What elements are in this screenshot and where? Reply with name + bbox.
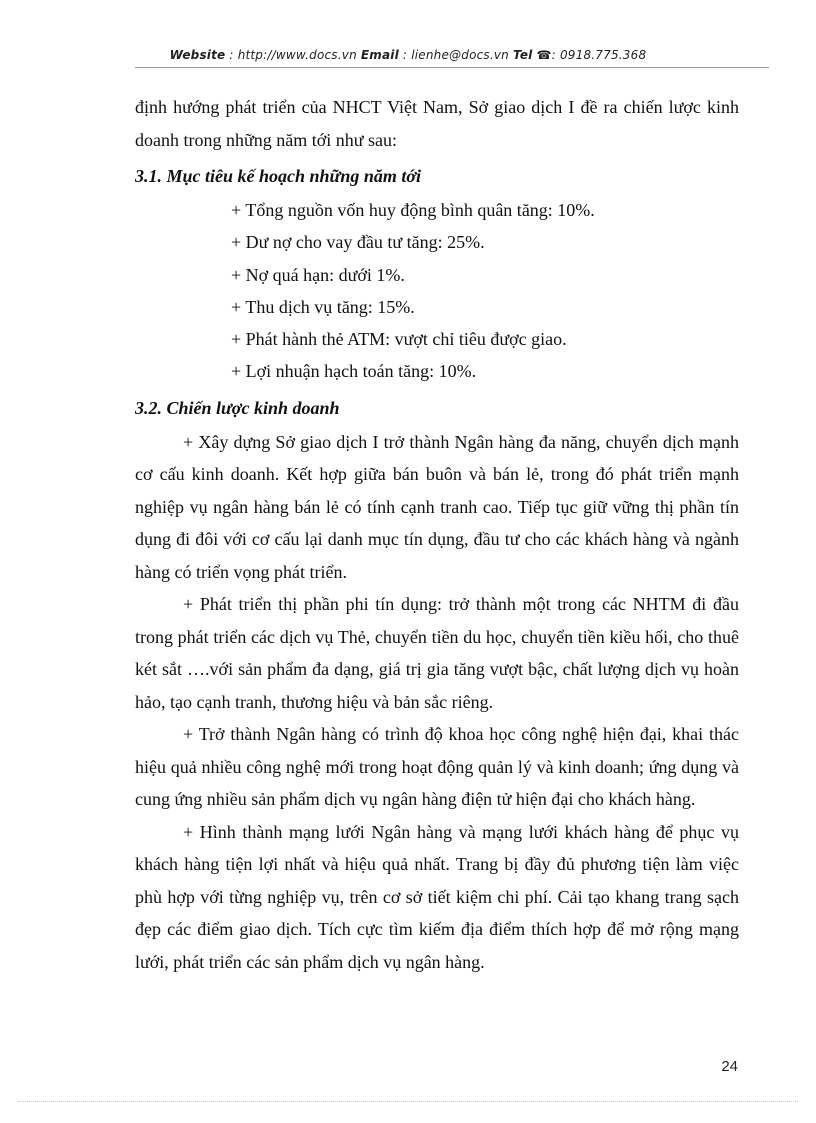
- website-label: Website: [169, 48, 226, 62]
- tel-label: Tel: [513, 48, 533, 62]
- strategy-paragraph: + Hình thành mạng lưới Ngân hàng và mạng lưới khách hàng để phục vụ khách hàng tiện lợi nhất và hiệu quả nhất. Trang bị đầy đủ phương tiện làm việc phù hợp với từng nghiệp vụ, trên cơ sở tiết kiệm chi phí. Cải tạo khang trang sạch đẹp các điểm giao dịch. Tích cực tìm kiếm địa điểm thích hợp để mở rộng mạng lưới, phát triển các sản phẩm dịch vụ ngân hàng.: [135, 821, 739, 972]
- list-item: + Lợi nhuận hạch toán tăng: 10%.: [231, 361, 477, 382]
- strategy-paragraph: + Phát triển thị phần phi tín dụng: trở thành một trong các NHTM đi đầu trong phát triển các dịch vụ Thẻ, chuyển tiền du học, chuyển tiền kiều hối, cho thuê két sắt ….với sản phẩm đa dạng, giá trị gia tăng vượt bậc, chất lượng dịch vụ hoàn hảo, tạo cạnh tranh, thương hiệu và bản sắc riêng.: [135, 594, 739, 712]
- document-body: [135, 91, 739, 978]
- email-label: Email: [360, 48, 399, 62]
- list-item: + Phát hành thẻ ATM: vượt chỉ tiêu được giao.: [231, 329, 567, 350]
- email-value[interactable]: lienhe@docs.vn: [411, 48, 509, 62]
- intro-paragraph: định hướng phát triển của NHCT Việt Nam, Sở giao dịch I đề ra chiến lược kinh doanh trong những năm tới như sau:: [135, 97, 739, 150]
- strategy-paragraph: + Xây dựng Sở giao dịch I trở thành Ngân hàng đa năng, chuyển dịch mạnh cơ cấu kinh doanh. Kết hợp giữa bán buôn và bán lẻ, trong đó phát triển mạnh nghiệp vụ ngân hàng bán lẻ có tính cạnh tranh cao. Tiếp tục giữ vững thị phần tín dụng đi đôi với cơ cấu lại danh mục tín dụng, đầu tư cho các khách hàng và ngành hàng có triển vọng phát triển.: [135, 431, 739, 582]
- strategy-paragraph: + Trở thành Ngân hàng có trình độ khoa học công nghệ hiện đại, khai thác hiệu quả nhiều công nghệ mới trong hoạt động quản lý và kinh doanh; ứng dụng và cung ứng nhiều sản phẩm dịch vụ ngân hàng điện tử hiện đại cho khách hàng.: [135, 724, 739, 810]
- section-heading-strategy: 3.2. Chiến lược kinh doanh: [135, 397, 340, 418]
- page-header: Website : http://www.docs.vn Email : lienhe@docs.vn Tel ☎: 0918.775.368: [169, 48, 647, 62]
- list-item: + Thu dịch vụ tăng: 15%.: [231, 296, 415, 317]
- website-value[interactable]: http://www.docs.vn: [237, 48, 357, 62]
- goals-list: [135, 194, 739, 388]
- tel-value: 0918.775.368: [559, 48, 647, 62]
- footer-divider: [18, 1101, 798, 1102]
- list-item: + Dư nợ cho vay đầu tư tăng: 25%.: [231, 232, 485, 253]
- section-heading-goals: 3.1. Mục tiêu kế hoạch những năm tới: [135, 166, 421, 186]
- list-item: + Tổng nguồn vốn huy động bình quân tăng: 10%.: [231, 200, 595, 220]
- telephone-icon: ☎: [536, 48, 552, 62]
- page-number: 24: [721, 1058, 738, 1075]
- header-divider: [135, 67, 769, 68]
- list-item: + Nợ quá hạn: dưới 1%.: [231, 264, 405, 285]
